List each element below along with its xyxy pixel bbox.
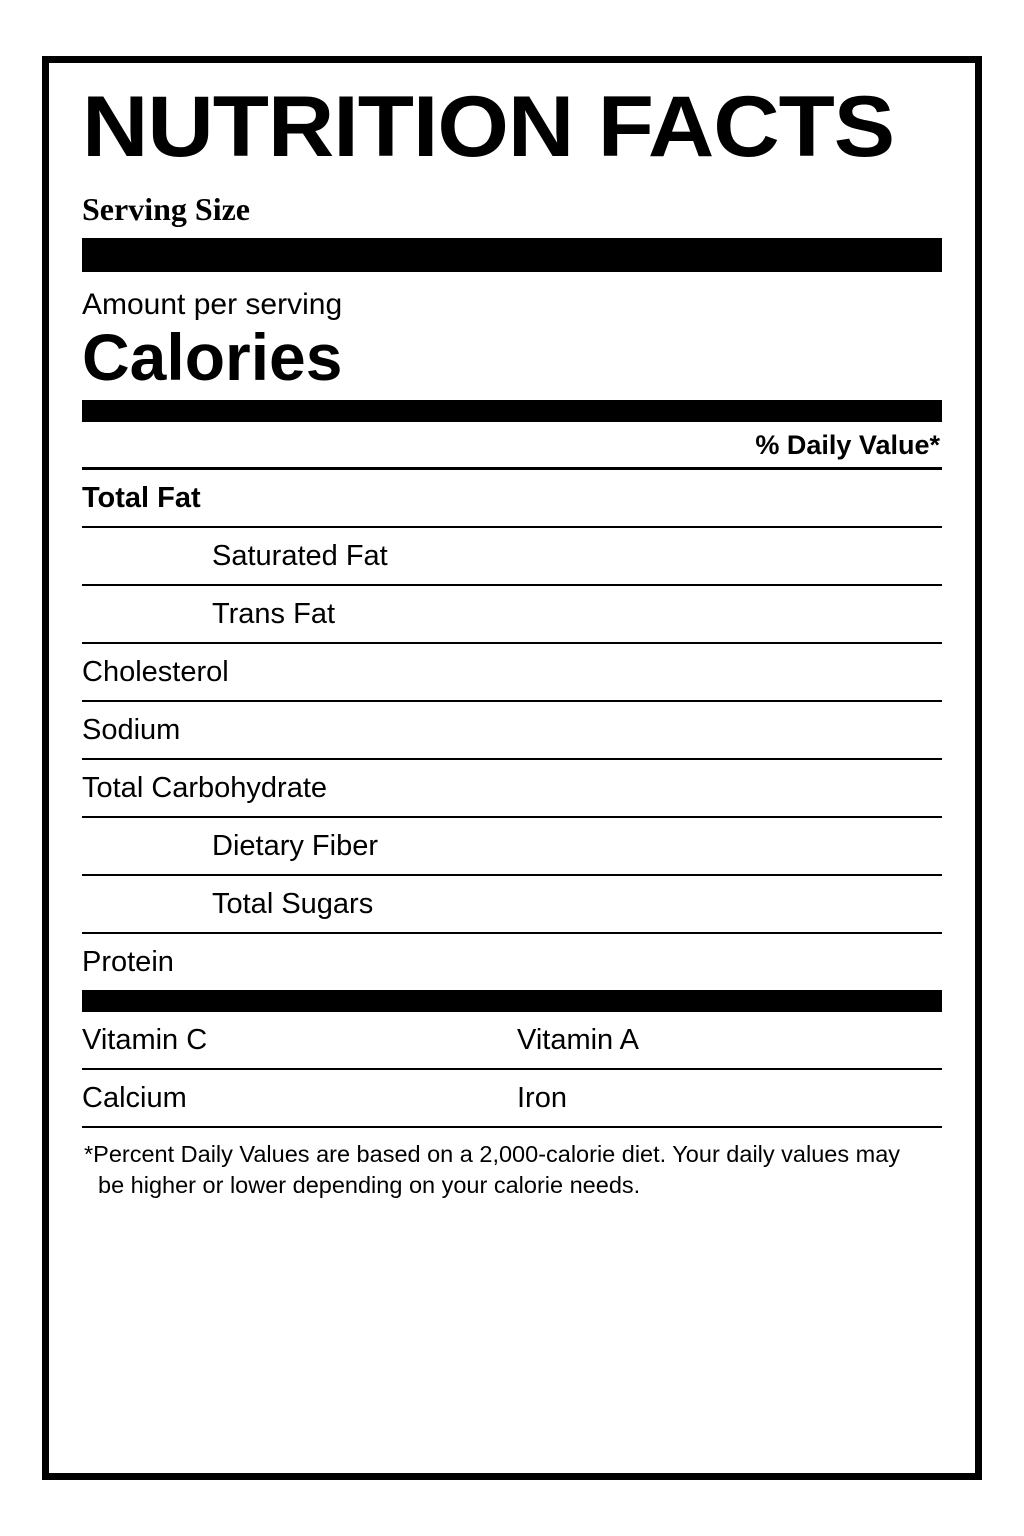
nutrient-name: Total Fat xyxy=(82,482,201,515)
nutrient-row-total-carbohydrate xyxy=(82,760,942,818)
nutrient-row-sodium xyxy=(82,702,942,760)
nutrient-row-saturated-fat xyxy=(82,528,942,586)
nutrient-row-cholesterol xyxy=(82,644,942,702)
vitamin-name-vitamin-a: Vitamin A xyxy=(517,1024,639,1057)
label-content xyxy=(82,79,942,1463)
vitamin-name-vitamin-c: Vitamin C xyxy=(82,1024,208,1057)
divider-medium-calories xyxy=(82,400,942,422)
page-title: NUTRITION FACTS xyxy=(82,79,895,175)
nutrient-name: Sodium xyxy=(82,714,181,747)
nutrient-row-total-fat xyxy=(82,470,942,528)
nutrient-row-total-sugars xyxy=(82,876,942,934)
daily-value-header: % Daily Value* xyxy=(82,422,942,470)
footnote xyxy=(82,1128,942,1201)
nutrient-row-trans-fat xyxy=(82,586,942,644)
divider-medium-vitamins xyxy=(82,990,942,1012)
nutrient-row-dietary-fiber xyxy=(82,818,942,876)
vitamin-name-iron: Iron xyxy=(517,1082,567,1115)
footnote-line-1: *Percent Daily Values are based on a 2,000-calorie diet. Your daily values may xyxy=(84,1141,901,1168)
divider-thick-top xyxy=(82,238,942,272)
nutrient-name: Cholesterol xyxy=(82,656,229,689)
vitamin-row-1 xyxy=(82,1012,942,1070)
amount-per-serving-label: Amount per serving xyxy=(82,288,343,322)
vitamin-name-calcium: Calcium xyxy=(82,1082,187,1115)
vitamin-row-2 xyxy=(82,1070,942,1128)
serving-size-label: Serving Size xyxy=(82,191,250,228)
nutrient-name: Total Sugars xyxy=(212,888,374,921)
footnote-line-2: be higher or lower depending on your calorie needs. xyxy=(98,1172,641,1199)
nutrient-name: Dietary Fiber xyxy=(212,830,378,863)
nutrition-facts-label xyxy=(42,56,982,1480)
vitamins-block xyxy=(82,1012,942,1128)
calories-label: Calories xyxy=(82,320,343,395)
nutrient-name: Total Carbohydrate xyxy=(82,772,328,805)
nutrient-name: Saturated Fat xyxy=(212,540,388,573)
nutrient-name: Protein xyxy=(82,946,174,979)
nutrient-name: Trans Fat xyxy=(212,598,336,631)
nutrient-row-protein xyxy=(82,934,942,990)
